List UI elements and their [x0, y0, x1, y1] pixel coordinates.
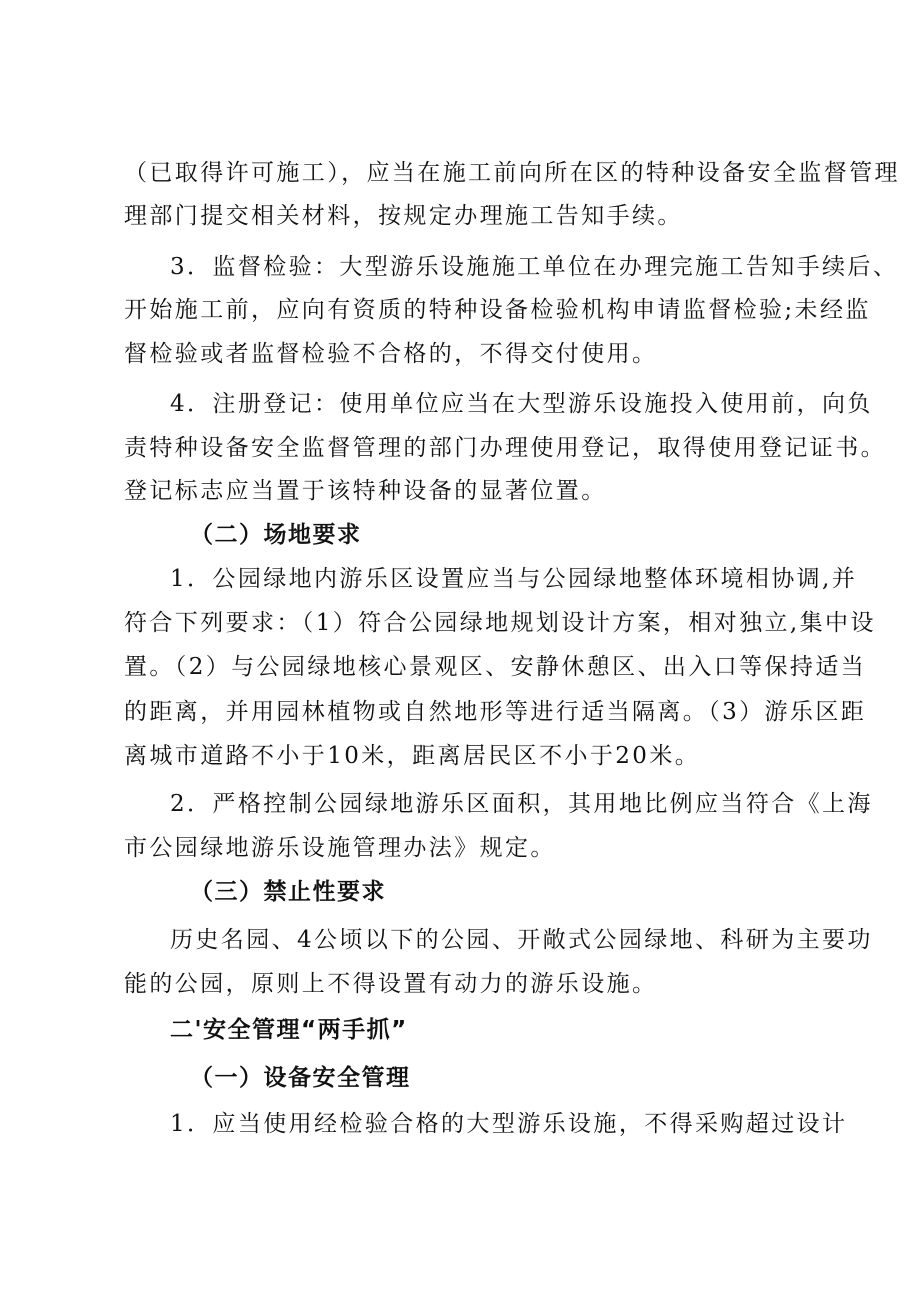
- section-heading-equipment-safety: （一）设备安全管理: [190, 1065, 411, 1091]
- paragraph-line: 1．公园绿地内游乐区设置应当与公园绿地整体环境相协调,并: [170, 566, 858, 592]
- paragraph-line: 2．严格控制公园绿地游乐区面积，其用地比例应当符合《上海: [170, 791, 873, 817]
- paragraph-line: 符合下列要求：（1）符合公园绿地规划设计方案，相对独立,集中设: [124, 610, 876, 636]
- paragraph-line: 历史名园、4公顷以下的公园、开敞式公园绿地、科研为主要功: [170, 927, 873, 953]
- paragraph-line: 1．应当使用经检验合格的大型游乐设施，不得采购超过设计: [170, 1111, 848, 1137]
- paragraph-line: 离城市道路不小于10米，距离居民区不小于20米。: [124, 743, 701, 769]
- paragraph-line: 督检验或者监督检验不合格的，不得交付使用。: [124, 341, 658, 367]
- paragraph-line: （已取得许可施工），应当在施工前向所在区的特种设备安全监督管理: [124, 160, 900, 186]
- paragraph-line: 4．注册登记：使用单位应当在大型游乐设施投入使用前，向负: [170, 391, 873, 417]
- section-heading-prohibitions: （三）禁止性要求: [190, 879, 386, 905]
- paragraph-line: 的距离，并用园林植物或自然地形等进行适当隔离。（3）游乐区距: [124, 699, 867, 725]
- paragraph-line: 置。（2）与公园绿地核心景观区、安静休憩区、出入口等保持适当: [124, 654, 867, 680]
- paragraph-line: 责特种设备安全监督管理的部门办理使用登记，取得使用登记证书。: [124, 435, 886, 461]
- section-heading-site-requirements: （二）场地要求: [190, 522, 362, 548]
- paragraph-line: 能的公园，原则上不得设置有动力的游乐设施。: [124, 971, 658, 997]
- paragraph-line: 登记标志应当置于该特种设备的显著位置。: [124, 478, 607, 504]
- paragraph-line: 3．监督检验：大型游乐设施施工单位在办理完施工告知手续后、: [170, 254, 899, 280]
- paragraph-line: 市公园绿地游乐设施管理办法》规定。: [124, 835, 556, 861]
- paragraph-line: 理部门提交相关材料，按规定办理施工告知手续。: [124, 203, 683, 229]
- section-heading-safety-management: 二'安全管理“两手抓”: [170, 1017, 408, 1043]
- paragraph-line: 开始施工前，应向有资质的特种设备检验机构申请监督检验;未经监: [124, 297, 871, 323]
